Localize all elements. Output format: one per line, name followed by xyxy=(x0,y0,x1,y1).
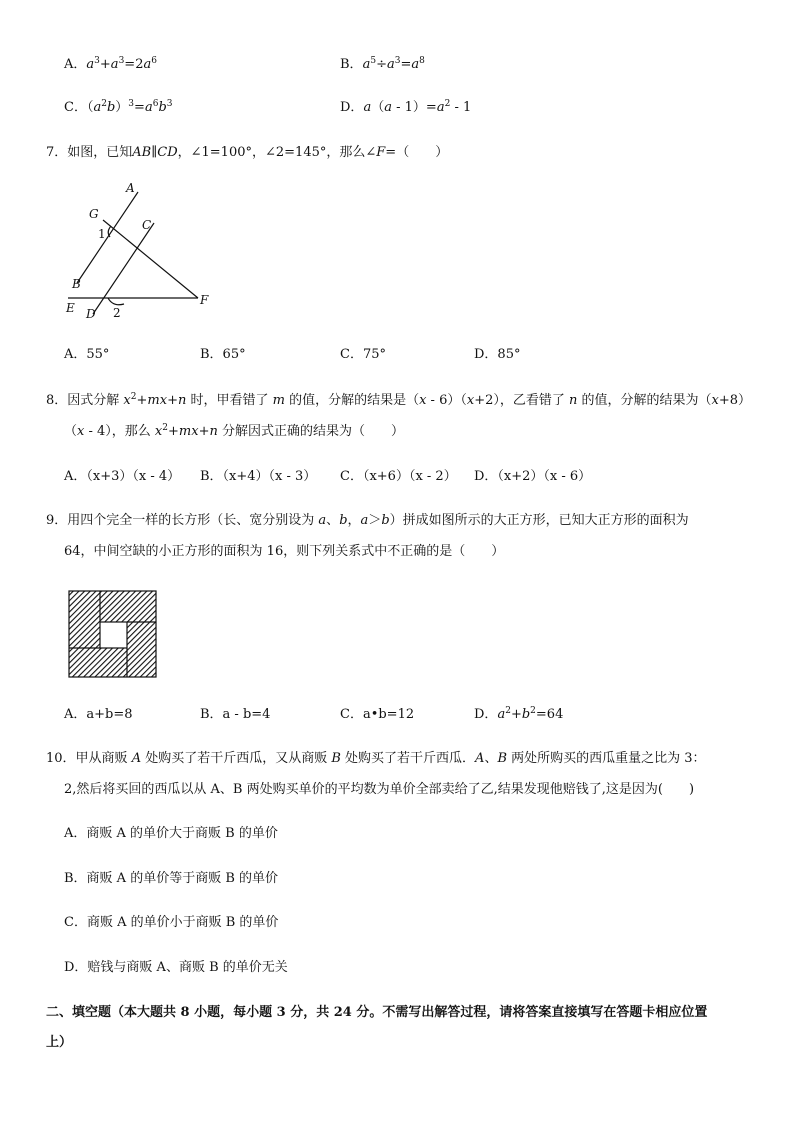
q7-geometry-figure xyxy=(60,180,220,320)
q7-stem: 7．如图，已知AB∥CD，∠1=100°，∠2=145°，那么∠F=（ ） xyxy=(46,145,449,160)
q10-stem-line1: 10．甲从商贩 A 处购买了若干斤西瓜，又从商贩 B 处购买了若干斤西瓜．A、B 两处所购买的西瓜重量之比为 3： xyxy=(46,751,706,766)
q8-option-d: D．（x+2）（x - 6） xyxy=(474,469,592,484)
q6-option-d: D．$a(a - 1)=a^2 - 1$ xyxy=(340,99,472,115)
q9-stem-line1: 9．用四个完全一样的长方形（长、宽分别设为 a、b，a＞b）拼成如图所示的大正方形，已知大正方形的面积为 xyxy=(46,513,689,528)
q6-option-b: B．$a^5\div a^3=a^8$ xyxy=(340,56,425,72)
label-2: 2 xyxy=(113,306,121,320)
q6-option-c: C．$(a^2b)^3=a^6b^3$ xyxy=(64,99,173,115)
q9-stem-line2: 64，中间空缺的小正方形的面积为 16，则下列关系式中不正确的是（ ） xyxy=(64,544,505,559)
inner-square xyxy=(100,622,127,648)
label-f: F xyxy=(200,293,209,307)
angle-1-arc xyxy=(108,226,111,237)
q10-stem-line2: 2,然后将买回的西瓜以从 A、B 两处购买单价的平均数为单价全部卖给了乙,结果发现他赔钱了,这是因为( ) xyxy=(64,782,695,797)
q10-option-b: B．商贩 A 的单价等于商贩 B 的单价 xyxy=(64,871,279,886)
q8-option-a: A．（x+3）（x - 4） xyxy=(64,469,181,484)
label-d: D xyxy=(86,307,96,320)
q8-option-b: B．（x+4）（x - 3） xyxy=(200,469,317,484)
q9-option-d: D．$a^2+b^2=64$ xyxy=(474,706,564,722)
q8-stem-line1: 8．因式分解 $x^2+mx+n$ 时，甲看错了 m 的值，分解的结果是（x - 6）（x+2），乙看错了 n 的值，分解的结果为（x+8） xyxy=(46,392,752,408)
label-b: B xyxy=(72,277,81,291)
q7-option-d: D．85° xyxy=(474,347,521,362)
q9-option-b: B．a - b=4 xyxy=(200,707,271,722)
section2-heading-line2: 上） xyxy=(46,1035,73,1050)
label-e: E xyxy=(66,301,75,315)
q9-option-a: A．a+b=8 xyxy=(64,707,133,722)
label-1: 1 xyxy=(98,227,106,241)
q6-option-a: A．$a^3+a^3=2a^6$ xyxy=(64,56,157,72)
q10-option-d: D．赔钱与商贩 A、商贩 B 的单价无关 xyxy=(64,960,288,975)
label-a: A xyxy=(126,181,135,195)
q7-option-b: B．65° xyxy=(200,347,246,362)
label-g: G xyxy=(89,207,99,221)
q9-option-c: C．a•b=12 xyxy=(340,707,415,722)
section2-heading-line1: 二、填空题（本大题共 8 小题，每小题 3 分，共 24 分。不需写出解答过程，请将答案直接填写在答题卡相应位置 xyxy=(46,1005,708,1020)
q10-option-a: A．商贩 A 的单价大于商贩 B 的单价 xyxy=(64,826,278,841)
angle-2-arc xyxy=(108,298,124,305)
q7-option-a: A．55° xyxy=(64,347,110,362)
q7-option-c: C．75° xyxy=(340,347,386,362)
line-ab xyxy=(77,192,138,283)
q10-option-c: C．商贩 A 的单价小于商贩 B 的单价 xyxy=(64,915,279,930)
q8-option-c: C．（x+6）（x - 2） xyxy=(340,469,457,484)
label-c: C xyxy=(142,218,152,232)
q9-square-figure xyxy=(68,590,158,678)
q8-stem-line2: （x - 4），那么 $x^2+mx+n$ 分解因式正确的结果为（ ） xyxy=(64,423,404,439)
